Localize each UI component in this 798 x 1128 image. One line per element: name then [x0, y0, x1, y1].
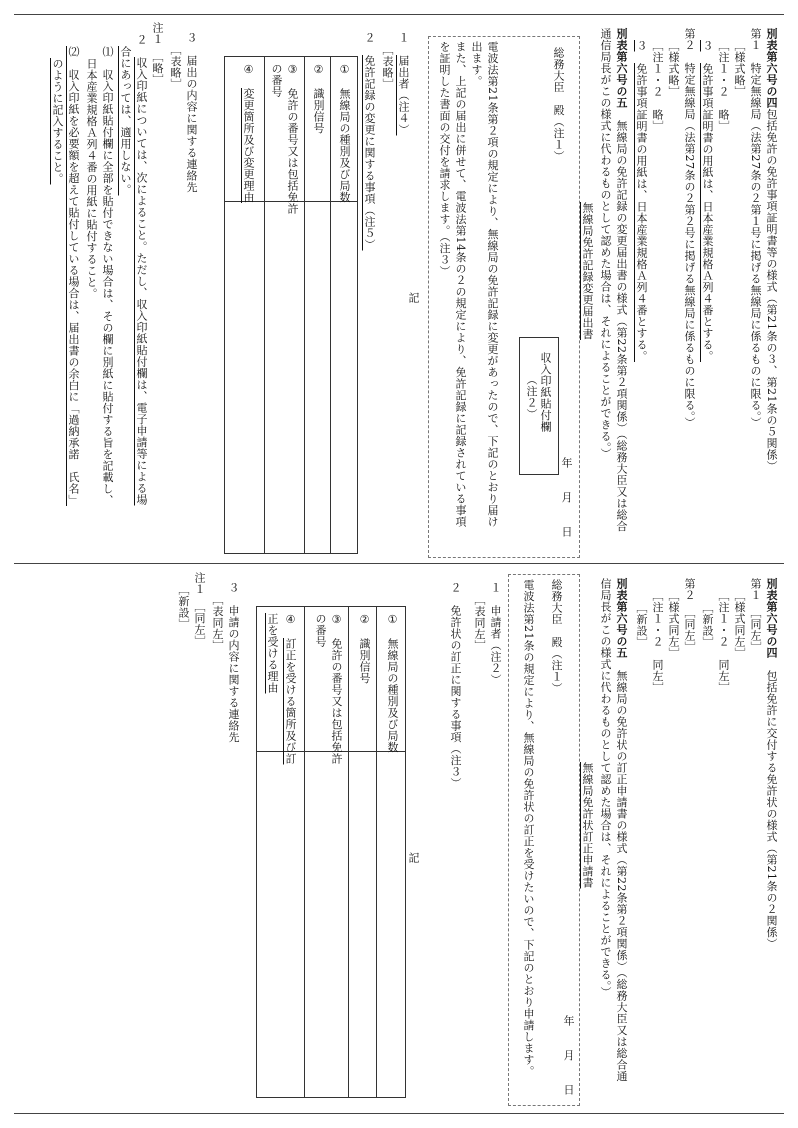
bottom-s3-same: ［表同左］ — [211, 594, 224, 652]
top-row2-num: ② — [312, 63, 325, 77]
bottom-s1-same: ［表同左］ — [473, 594, 486, 652]
bottom-date: 年 月 日 — [562, 1015, 575, 1096]
bottom-change-table — [256, 606, 406, 1098]
bottom-addressee: 総務大臣 殿（注１） — [550, 579, 563, 694]
top-note12-omit: ［注１・２ 略］ — [717, 40, 730, 132]
top-row4-cell — [241, 63, 255, 203]
top-row4-num: ④ — [242, 63, 255, 77]
top-note2-text: 収入印紙については、次によること。ただし、収入印紙貼付欄は、電子申請等による場 — [135, 57, 148, 506]
top-item3b — [634, 40, 648, 362]
bottom-s1-label: 申請者（注２） — [489, 605, 502, 686]
bottom-note12-same: ［注１・２ 同左］ — [717, 590, 730, 694]
bottom-table-row — [304, 607, 349, 1097]
bottom-note-new: ［新設］ — [177, 584, 190, 630]
bottom-row3-cell — [329, 613, 343, 765]
top-item3 — [700, 40, 714, 362]
top-stamp-box — [519, 337, 559, 475]
bottom-row2-cell — [357, 613, 371, 684]
bottom-heading — [764, 578, 778, 950]
bottom-five-rest: 無線局の免許状の訂正申請書の様式（第22条第２項関係）（総務大臣又は総合通 — [615, 670, 628, 1082]
bottom-five-cont: 信局長がこの様式に代わるものとして認めた場合は、それによることができる。） — [599, 578, 612, 998]
bottom-five-heading — [614, 578, 628, 1082]
bottom-item2: 第２ ［同左］ — [683, 578, 696, 653]
bottom-five-bold: 別表第六号の五 — [615, 578, 628, 659]
top-heading — [764, 28, 778, 472]
top-s3-num: ３ — [185, 32, 198, 44]
top-note2-2c: のように記入すること。 — [51, 58, 64, 185]
top-row2-cell — [311, 63, 325, 134]
bottom-new1: ［新設］ — [701, 602, 714, 648]
top-item2: 第２ 特定無線局（法第27条の２第２号に掲げる無線局に係るものに限る。） — [683, 28, 696, 429]
top-table-row — [264, 57, 305, 553]
top-row3-num: ③ — [286, 63, 299, 77]
top-table-row — [224, 57, 265, 553]
top-five-heading — [614, 28, 628, 532]
top-row4-label: 変更箇所及び変更理由 — [242, 88, 255, 203]
top-item3-num: ３ — [701, 40, 714, 52]
top-note2-1c: 日本産業規格Ａ列４番の用紙に貼付すること。 — [85, 58, 98, 300]
top-item1: 第１ 特定無線局（法第27条の２第１号に掲げる無線局に係るものに限る。） — [749, 28, 762, 429]
top-note2-num: ２ — [135, 34, 148, 46]
bottom-table-row — [256, 607, 305, 1097]
top-addressee: 総務大臣 殿（注１） — [552, 47, 565, 162]
bottom-s1-num: １ — [489, 582, 502, 594]
top-row1-cell — [337, 63, 351, 203]
top-item3b-text: 免許事項証明書の用紙は、日本産業規格Ａ列４番とする。 — [635, 63, 648, 362]
bottom-row4-cell — [283, 613, 297, 765]
top-row3-cell — [285, 63, 299, 215]
bottom-item1: 第１ ［同左］ — [749, 578, 762, 653]
top-date: 年 月 日 — [560, 457, 573, 538]
top-item3b-num: ３ — [635, 40, 648, 52]
top-stamp-label: 収入印紙貼付欄 — [539, 352, 552, 433]
top-body2: 出ます。 — [470, 41, 483, 87]
top-table-row — [304, 57, 331, 553]
bottom-row2-num: ② — [358, 613, 371, 627]
top-ki: 記 — [407, 292, 420, 304]
bottom-s3-num: ３ — [227, 582, 240, 594]
bottom-s1 — [488, 582, 502, 686]
bottom-style-same: ［様式同左］ — [733, 590, 746, 659]
top-table-row — [330, 57, 357, 553]
top-note2-2: ⑵ 収入印紙を必要額を超えて貼付している場合は、届出書の余白に「過納承諾 氏名」 — [67, 46, 80, 506]
top-border — [14, 14, 784, 15]
top-heading-bold: 別表第六号の四 — [765, 28, 778, 109]
bottom-row3-label: 免許の番号又は包括免許 — [330, 638, 343, 765]
top-body1: 電波法第21条第２項の規定により、無線局の免許記録に変更があったので、下記のとおり届け — [486, 41, 499, 528]
bottom-row4-label2: 正を受ける理由 — [266, 613, 279, 694]
bottom-row1-cell — [385, 613, 399, 753]
bottom-row1-label: 無線局の種別及び局数 — [386, 638, 399, 753]
top-row3-label: 免許の番号又は包括免許 — [286, 88, 299, 215]
bottom-ki: 記 — [407, 852, 420, 864]
top-panel — [22, 22, 778, 558]
bottom-row1-num: ① — [386, 613, 399, 627]
top-five-cont: 通信局長がこの様式に代わるものとして認めた場合は、それによることができる。） — [599, 28, 612, 460]
top-s1-omit: ［表略］ — [381, 44, 394, 90]
top-row2-label: 識別信号 — [312, 88, 325, 134]
top-body3: また、上記の届出に併せて、電波法第14条の２の規定により、免許記録に記録されている事項 — [454, 41, 467, 528]
top-form-box — [428, 36, 580, 558]
bottom-row3-label2: の番号 — [314, 613, 327, 648]
top-note1: 注１ ［略］ — [151, 22, 164, 86]
bottom-form-box — [508, 574, 580, 1106]
bottom-row4-label: 訂正を受ける箇所及び訂 — [284, 638, 297, 765]
bottom-s3 — [226, 582, 240, 743]
top-s2-num: ２ — [363, 32, 376, 44]
top-note2 — [134, 34, 148, 506]
bottom-s2-label: 免許状の訂正に関する事項（注３） — [449, 605, 462, 789]
top-s3-label: 届出の内容に関する連絡先 — [185, 55, 198, 193]
bottom-panel — [22, 572, 778, 1108]
bottom-s2 — [448, 582, 462, 789]
top-body4: を証明した書面の交付を請求します。（注３） — [438, 41, 451, 277]
bottom-heading-rest: 包括免許に交付する免許状の様式（第21条の２関係） — [765, 670, 778, 950]
bottom-table-row — [348, 607, 377, 1097]
middle-divider — [14, 563, 784, 564]
bottom-body1: 電波法第21条の規定により、無線局の免許状の訂正を受けたいので、下記のとおり申請します。 — [522, 579, 535, 1077]
top-s2 — [362, 32, 376, 251]
top-stamp-note: （注２） — [525, 374, 538, 420]
top-style-omit2: ［様式略］ — [667, 40, 680, 98]
bottom-row2-label: 識別信号 — [358, 638, 371, 684]
top-row1-num: ① — [338, 63, 351, 77]
top-change-table — [224, 56, 358, 554]
top-item3-text: 免許事項証明書の用紙は、日本産業規格Ａ列４番とする。 — [701, 63, 714, 362]
top-s1-num: １ — [397, 32, 410, 44]
top-five-bold: 別表第六号の五 — [615, 28, 628, 109]
bottom-new2: ［新設］ — [635, 602, 648, 648]
bottom-s3-label: 申請の内容に関する連絡先 — [227, 605, 240, 743]
top-s2-label: 免許記録の変更に関する事項（注５） — [363, 55, 376, 251]
bottom-note1: 注１ ［同左］ — [193, 572, 206, 647]
top-form-title: 無線局免許記録変更届出書 — [581, 202, 594, 340]
bottom-row4-num: ④ — [284, 613, 297, 627]
top-note2-1: ⑴ 収入印紙貼付欄に全部を貼付できない場合は、その欄に別紙に貼付する旨を記載し、 — [101, 46, 114, 506]
bottom-table-row — [376, 607, 405, 1097]
bottom-heading-bold: 別表第六号の四 — [765, 578, 778, 659]
bottom-form-title: 無線局免許状訂正申請書 — [581, 762, 594, 889]
bottom-border — [14, 1113, 784, 1114]
top-style-omit: ［様式略］ — [733, 40, 746, 98]
bottom-style-same2: ［様式同左］ — [667, 590, 680, 659]
top-s3-omit: ［表略］ — [169, 44, 182, 90]
top-row3-label2: の番号 — [270, 63, 283, 98]
top-s1 — [396, 32, 410, 136]
top-five-rest: 無線局の免許記録の変更届出書の様式（第22条第２項関係）（総務大臣又は総合 — [615, 120, 628, 532]
top-heading-rest: 包括免許の免許事項証明書等の様式（第21条の３、第21条の５関係） — [765, 108, 778, 472]
bottom-row3-num: ③ — [330, 613, 343, 627]
top-row1-label: 無線局の種別及び局数 — [338, 88, 351, 203]
bottom-s2-num: ２ — [449, 582, 462, 594]
top-s1-label: 届出者（注４） — [397, 55, 410, 136]
top-s3 — [184, 32, 198, 193]
top-note12-omit2: ［注１・２ 略］ — [651, 40, 664, 132]
top-note2-cont: 合にあっては、適用しない。 — [119, 46, 132, 196]
bottom-note12-same2: ［注１・２ 同左］ — [651, 590, 664, 694]
